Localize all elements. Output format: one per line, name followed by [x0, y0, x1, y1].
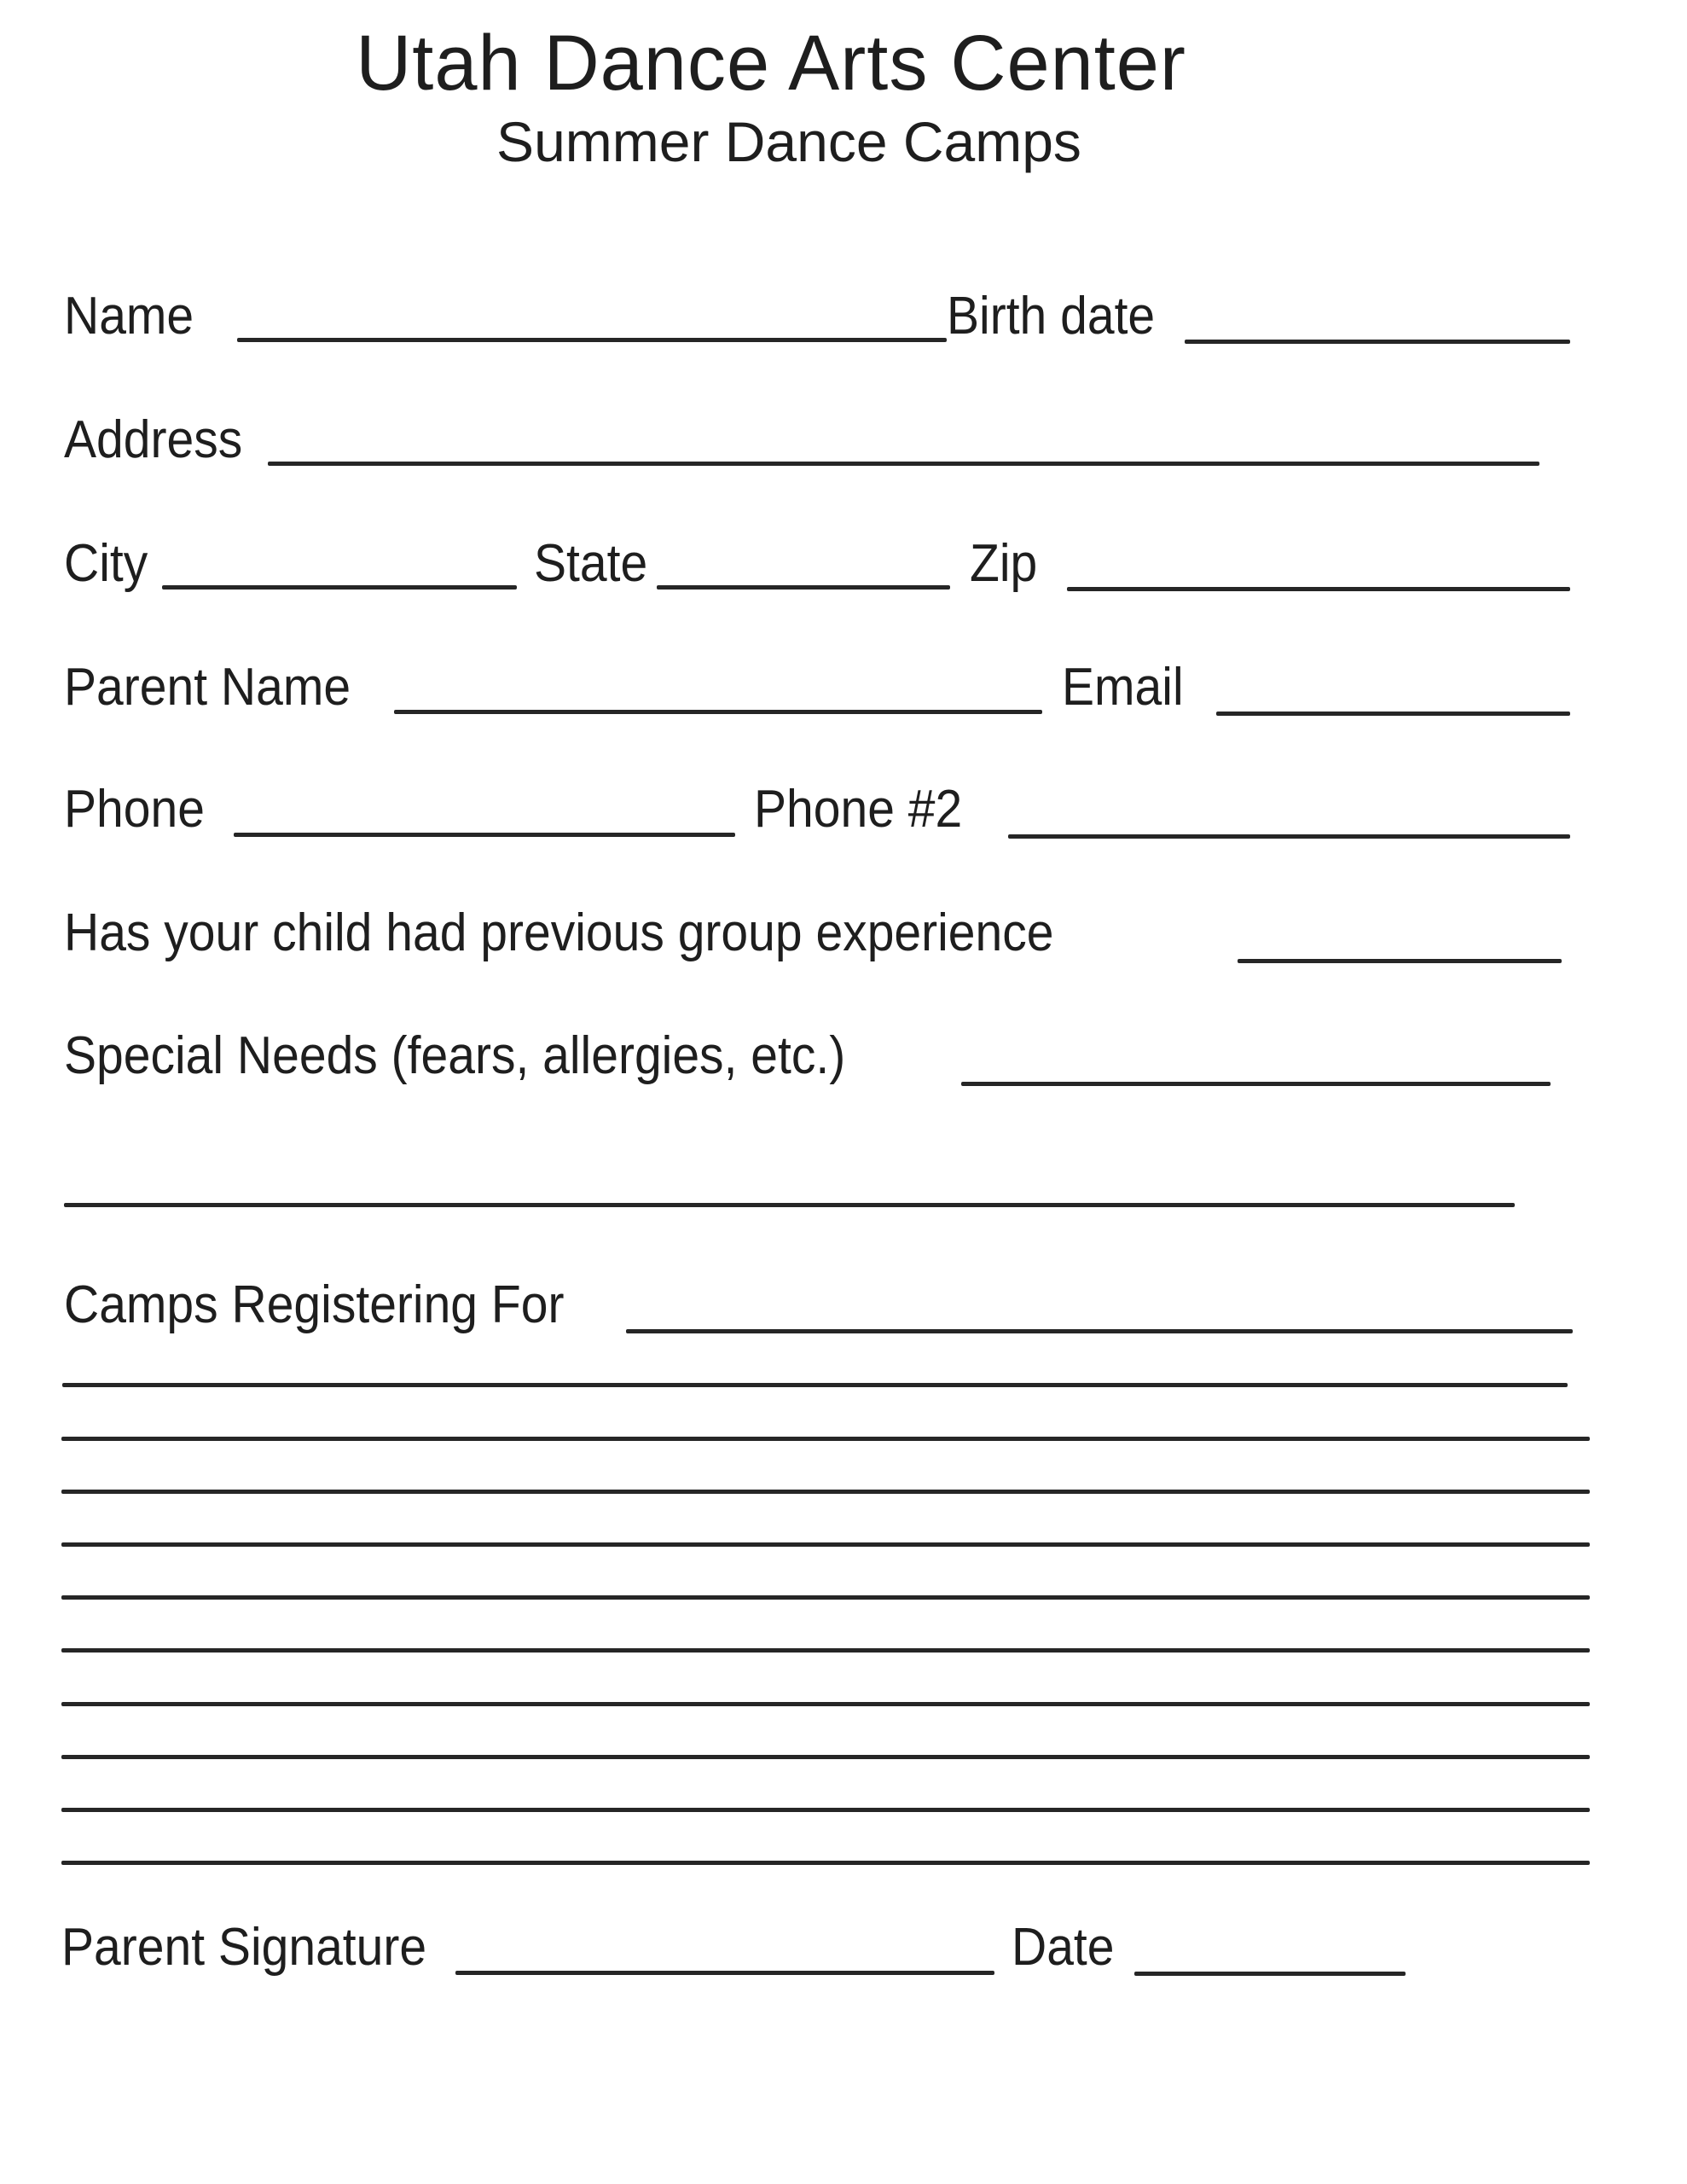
signature-field[interactable]: [455, 1971, 994, 1975]
camps-field-line[interactable]: [61, 1437, 1590, 1441]
special-needs-label: Special Needs (fears, allergies, etc.): [64, 1026, 846, 1085]
camps-field-line[interactable]: [61, 1702, 1590, 1706]
email-field[interactable]: [1216, 712, 1570, 716]
page-title: [15, 19, 1668, 108]
state-label: State: [534, 534, 648, 593]
camps-field-line[interactable]: [61, 1490, 1590, 1494]
city-field[interactable]: [162, 585, 517, 590]
email-label: Email: [1062, 658, 1184, 717]
signature-label: Parent Signature: [61, 1918, 427, 1977]
special-needs-field[interactable]: [961, 1082, 1551, 1086]
camps-label: Camps Registering For: [64, 1275, 565, 1334]
page-subtitle: [0, 109, 1687, 174]
phone-label: Phone: [64, 780, 205, 839]
phone-field[interactable]: [234, 833, 735, 837]
experience-field[interactable]: [1238, 959, 1562, 963]
address-label: Address: [64, 410, 243, 469]
parent-name-field[interactable]: [394, 710, 1042, 714]
experience-label: Has your child had previous group experience: [64, 903, 1054, 962]
phone2-label: Phone #2: [754, 780, 963, 839]
parent-name-label: Parent Name: [64, 658, 351, 717]
date-field[interactable]: [1134, 1972, 1406, 1976]
camps-field-line[interactable]: [61, 1648, 1590, 1653]
title-text: Utah Dance Arts Center: [356, 20, 1186, 107]
camps-field-line[interactable]: [61, 1861, 1590, 1865]
phone2-field[interactable]: [1008, 834, 1570, 839]
zip-label: Zip: [970, 534, 1038, 593]
zip-field[interactable]: [1067, 587, 1570, 591]
camps-field-line[interactable]: [62, 1383, 1568, 1387]
camps-field-line[interactable]: [61, 1595, 1590, 1600]
date-label: Date: [1012, 1918, 1115, 1977]
special-needs-field-continued[interactable]: [64, 1203, 1515, 1207]
camps-field-line[interactable]: [61, 1808, 1590, 1812]
name-label: Name: [64, 287, 194, 346]
city-label: City: [64, 534, 148, 593]
address-field[interactable]: [268, 462, 1539, 466]
state-field[interactable]: [657, 585, 950, 590]
subtitle-text: Summer Dance Camps: [496, 110, 1081, 173]
birth-date-label: Birth date: [947, 287, 1156, 346]
birth-date-field[interactable]: [1185, 340, 1570, 344]
camps-field-line[interactable]: [61, 1542, 1590, 1547]
camps-field-line[interactable]: [61, 1755, 1590, 1759]
camps-field[interactable]: [626, 1329, 1573, 1333]
name-field[interactable]: [237, 338, 947, 342]
